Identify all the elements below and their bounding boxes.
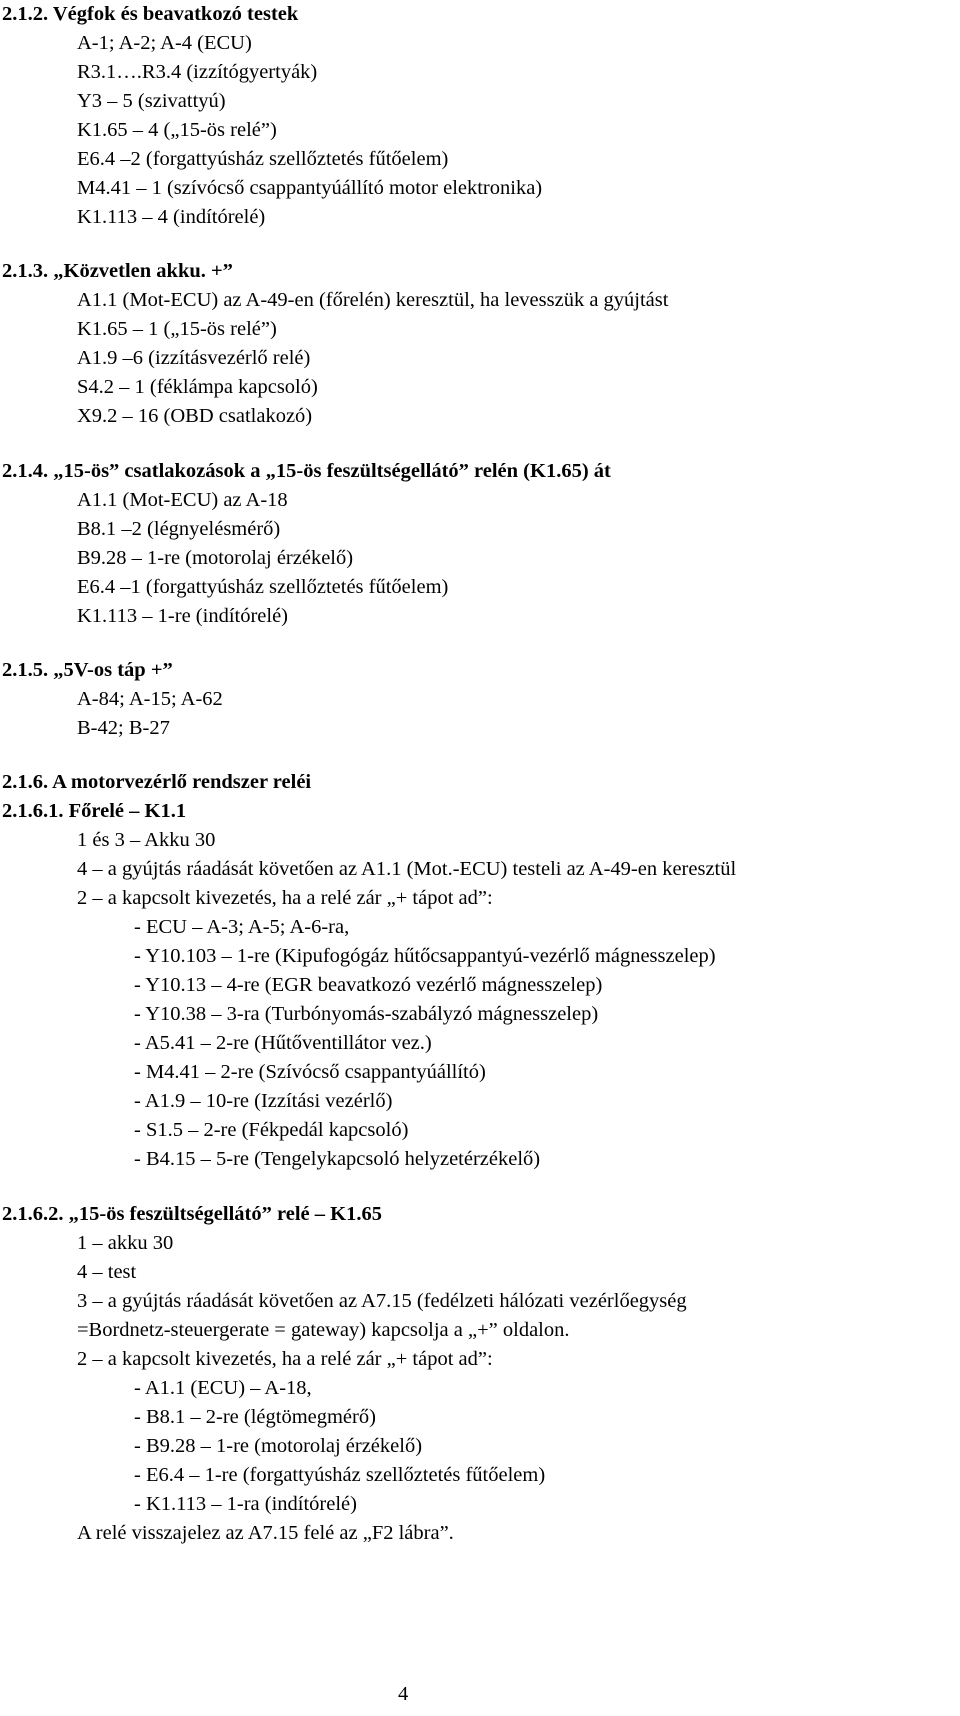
text-line: K1.65 – 4 („15-ös relé”): [77, 119, 277, 141]
text-line: B-42; B-27: [77, 717, 170, 739]
list-item: - Y10.38 – 3-ra (Turbónyomás-szabályzó mágnesszelep): [134, 1003, 599, 1025]
text-line: 4 – a gyújtás ráadását követően az A1.1 (Mot.-ECU) testeli az A-49-en keresztül: [77, 858, 737, 880]
section-heading: 2.1.3. „Közvetlen akku. +”: [2, 260, 233, 282]
text-line: A-84; A-15; A-62: [77, 688, 223, 710]
list-item: - M4.41 – 2-re (Szívócső csappantyúállító): [134, 1061, 486, 1083]
text-line: A1.1 (Mot-ECU) az A-18: [77, 489, 288, 511]
list-item: - S1.5 – 2-re (Fékpedál kapcsoló): [134, 1119, 409, 1141]
text-line: B8.1 –2 (légnyelésmérő): [77, 518, 281, 540]
page-number: 4: [398, 1683, 409, 1705]
list-item: - A1.1 (ECU) – A-18,: [134, 1377, 312, 1399]
section-heading: 2.1.5. „5V-os táp +”: [2, 659, 173, 681]
list-item: - A5.41 – 2-re (Hűtőventillátor vez.): [134, 1032, 432, 1054]
text-line: X9.2 – 16 (OBD csatlakozó): [77, 405, 313, 427]
text-line: 3 – a gyújtás ráadását követően az A7.15 (fedélzeti hálózati vezérlőegység: [77, 1290, 687, 1312]
list-item: - B4.15 – 5-re (Tengelykapcsoló helyzetérzékelő): [134, 1148, 541, 1170]
text-line: B9.28 – 1-re (motorolaj érzékelő): [77, 547, 354, 569]
list-item: - B8.1 – 2-re (légtömegmérő): [134, 1406, 376, 1428]
text-line: A1.9 –6 (izzításvezérlő relé): [77, 347, 311, 369]
list-item: - ECU – A-3; A-5; A-6-ra,: [134, 916, 350, 938]
text-line: A-1; A-2; A-4 (ECU): [77, 32, 252, 54]
text-line: K1.113 – 1-re (indítórelé): [77, 605, 289, 627]
text-line: 4 – test: [77, 1261, 137, 1283]
text-line: Y3 – 5 (szivattyú): [77, 90, 226, 112]
text-line: 2 – a kapcsolt kivezetés, ha a relé zár „+ tápot ad”:: [77, 887, 493, 909]
list-item: - A1.9 – 10-re (Izzítási vezérlő): [134, 1090, 393, 1112]
text-line: E6.4 –1 (forgattyúsház szellőztetés fűtőelem): [77, 576, 449, 598]
list-item: - K1.113 – 1-ra (indítórelé): [134, 1493, 357, 1515]
text-line: A relé visszajelez az A7.15 felé az „F2 lábra”.: [77, 1522, 454, 1544]
list-item: - Y10.103 – 1-re (Kipufogógáz hűtőcsappantyú-vezérlő mágnesszelep): [134, 945, 716, 967]
text-line: 1 – akku 30: [77, 1232, 174, 1254]
list-item: - Y10.13 – 4-re (EGR beavatkozó vezérlő mágnesszelep): [134, 974, 603, 996]
text-line: K1.113 – 4 (indítórelé): [77, 206, 266, 228]
list-item: - B9.28 – 1-re (motorolaj érzékelő): [134, 1435, 423, 1457]
subsection-heading: 2.1.6.2. „15-ös feszültségellátó” relé – K1.65: [2, 1203, 382, 1225]
text-line: S4.2 – 1 (féklámpa kapcsoló): [77, 376, 318, 398]
subsection-heading: 2.1.6.1. Főrelé – K1.1: [2, 800, 187, 822]
text-line: A1.1 (Mot-ECU) az A-49-en (főrelén) keresztül, ha levesszük a gyújtást: [77, 289, 669, 311]
section-heading: 2.1.4. „15-ös” csatlakozások a „15-ös feszültségellátó” relén (K1.65) át: [2, 460, 611, 482]
list-item: - E6.4 – 1-re (forgattyúsház szellőztetés fűtőelem): [134, 1464, 546, 1486]
text-line: =Bordnetz-steuergerate = gateway) kapcsolja a „+” oldalon.: [77, 1319, 570, 1341]
text-line: 1 és 3 – Akku 30: [77, 829, 216, 851]
text-line: 2 – a kapcsolt kivezetés, ha a relé zár „+ tápot ad”:: [77, 1348, 493, 1370]
section-heading: 2.1.6. A motorvezérlő rendszer reléi: [2, 771, 312, 793]
text-line: K1.65 – 1 („15-ös relé”): [77, 318, 277, 340]
text-line: E6.4 –2 (forgattyúsház szellőztetés fűtőelem): [77, 148, 449, 170]
text-line: R3.1….R3.4 (izzítógyertyák): [77, 61, 318, 83]
text-line: M4.41 – 1 (szívócső csappantyúállító motor elektronika): [77, 177, 543, 199]
section-heading: 2.1.2. Végfok és beavatkozó testek: [2, 3, 299, 25]
